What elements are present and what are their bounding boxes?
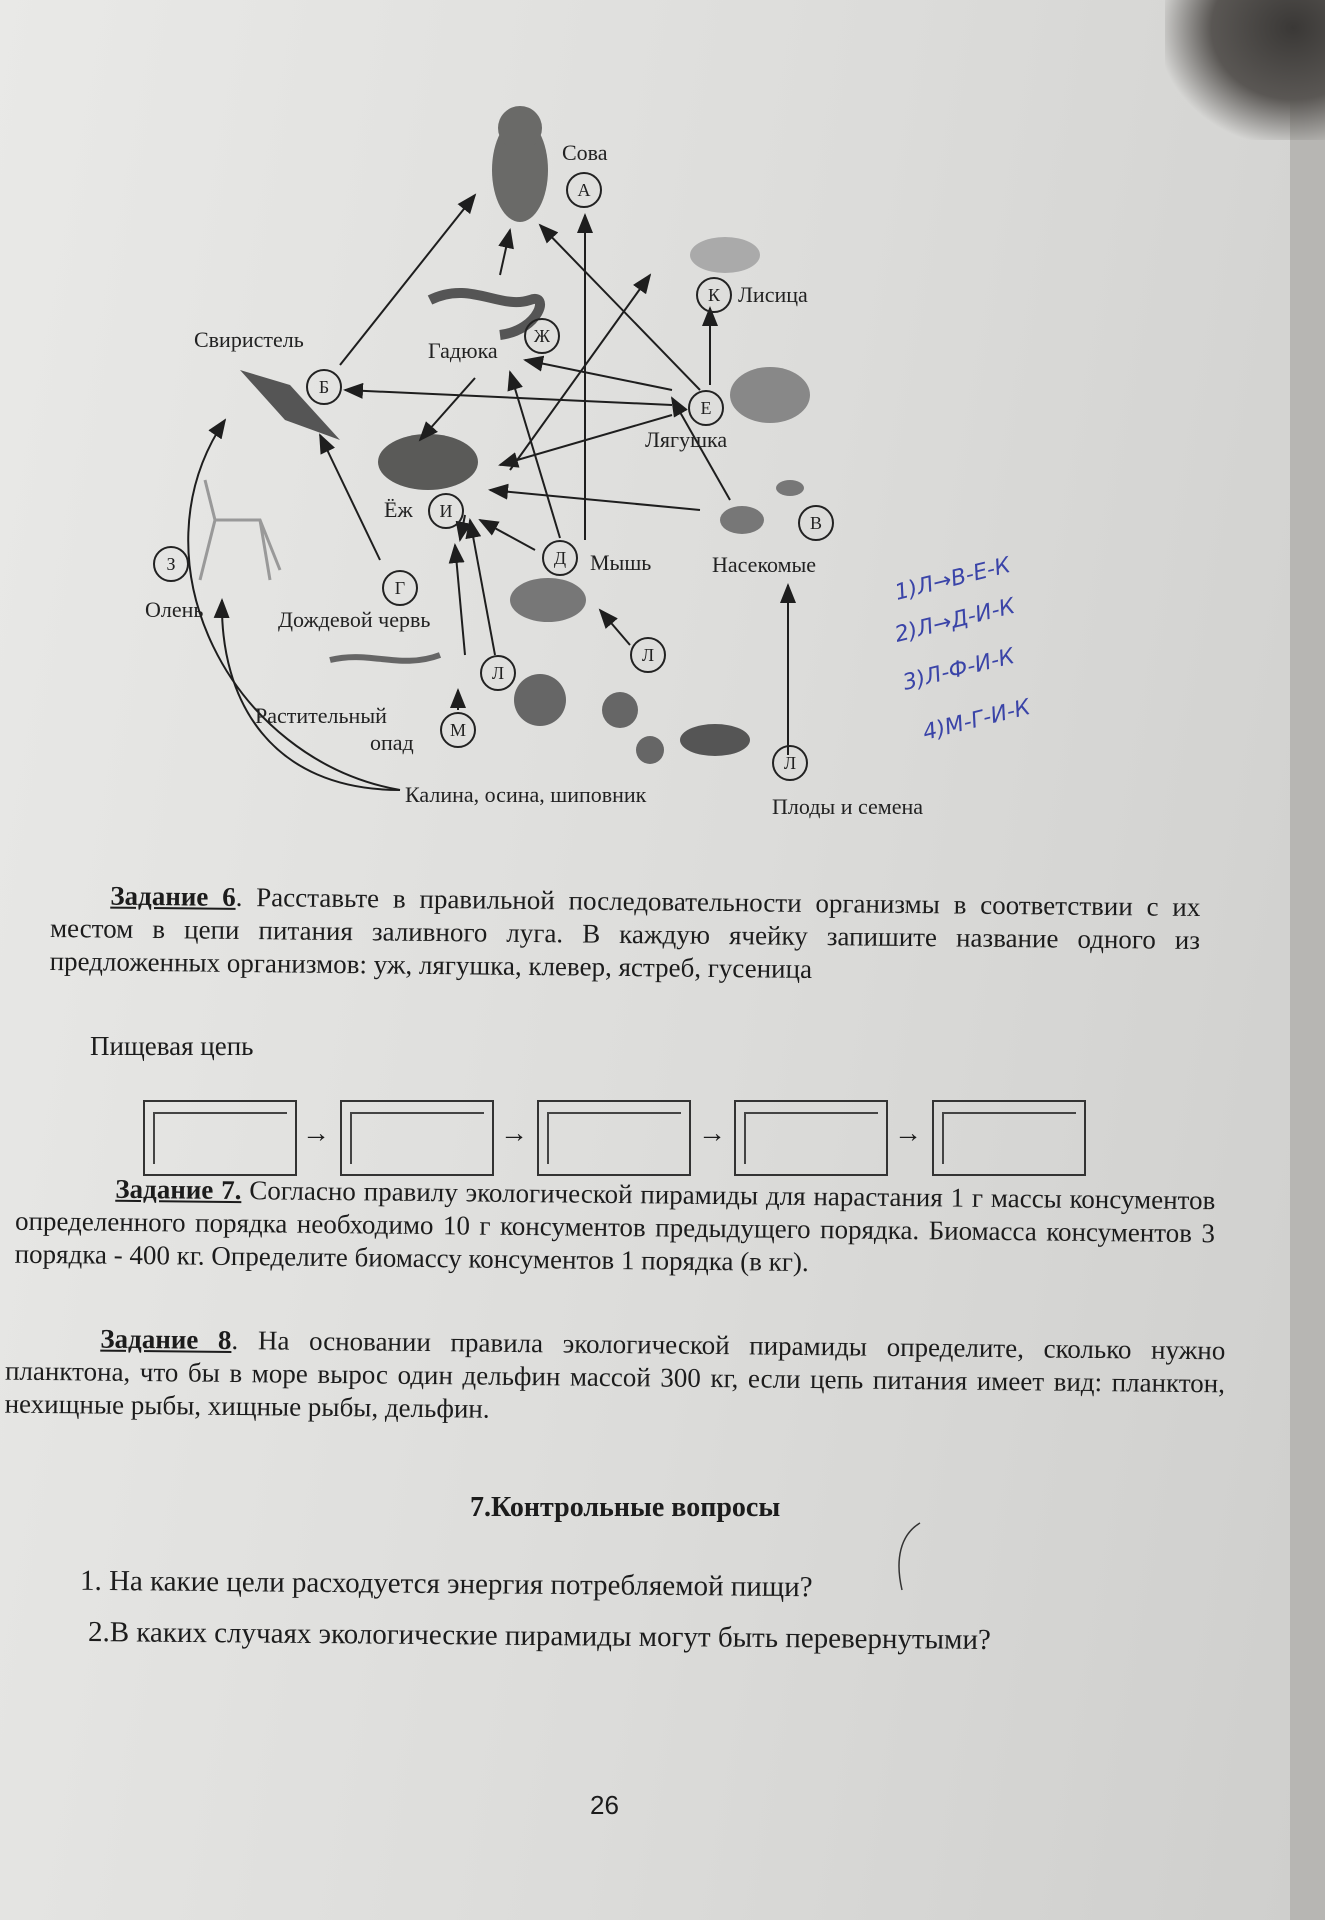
node-letter-z	[154, 547, 188, 581]
chain-arrow-2: →	[500, 1118, 528, 1149]
task7-title: Задание 7.	[115, 1173, 242, 1206]
svg-text:4)М-Г-И-К: 4)М-Г-И-К	[920, 695, 1033, 746]
svg-text:опад: опад	[370, 730, 414, 755]
node-letter-e	[689, 391, 723, 425]
shrubs-illustration	[514, 674, 664, 764]
label-insects: Насекомые	[712, 552, 817, 577]
svg-text:1)Л→В-Е-К: 1)Л→В-Е-К	[892, 553, 1013, 606]
svg-text:Л: Л	[491, 663, 505, 683]
node-letter-l-right	[631, 638, 665, 672]
food-web-arrows	[188, 195, 788, 790]
label-earthworm: Дождевой червь	[278, 607, 431, 632]
svg-text:В: В	[809, 513, 823, 533]
node-letter-v	[799, 506, 833, 540]
owl-illustration	[492, 106, 548, 222]
svg-text:Растительный: Растительный	[255, 703, 387, 728]
task6-text: . Расставьте в правильной последовательности организмы в соответствии с их местом в цепи питания заливного луга. В каждую ячейку запишите название одного из предложенных организмов: уж, лягушка, клевер, ястреб, гусеница	[49, 881, 1201, 984]
svg-text:Е: Е	[700, 398, 712, 418]
task7-paragraph	[15, 1172, 1216, 1284]
handwritten-notes	[892, 553, 1034, 746]
section-title: 7.Контрольные вопросы	[470, 1492, 781, 1523]
svg-text:Ж: Ж	[533, 326, 551, 346]
label-fruits: Плоды и семена	[772, 794, 924, 819]
insects-illustration	[720, 480, 804, 534]
label-litter	[255, 703, 414, 755]
node-letter-i	[429, 494, 463, 528]
node-letter-b	[307, 370, 341, 404]
chain-cell-3[interactable]	[537, 1100, 691, 1176]
chain-arrow-1: →	[302, 1118, 330, 1149]
node-letter-l-shrubs	[481, 656, 515, 690]
chain-cell-1[interactable]	[143, 1100, 297, 1176]
chain-cell-2[interactable]	[340, 1100, 494, 1176]
food-chain-label: Пищевая цепь	[90, 1031, 254, 1061]
label-hedgehog: Ёж	[384, 497, 413, 522]
chain-arrow-4: →	[894, 1118, 922, 1149]
viper-illustration	[430, 293, 540, 335]
task7-text: Согласно правилу экологической пирамиды для нарастания 1 г массы консументов определенного порядка необходимо 10 г консументов предыдущего порядка. Биомасса консументов 3 порядка - 400 кг. Определите биомассу консументов 1 порядка (в кг).	[14, 1175, 1216, 1278]
svg-text:Д: Д	[553, 548, 567, 568]
seeds-illustration	[680, 724, 750, 756]
label-fox: Лисица	[738, 282, 808, 307]
frog-illustration	[730, 367, 810, 423]
label-owl: Сова	[562, 140, 608, 165]
svg-text:3)Л-Ф-И-К: 3)Л-Ф-И-К	[900, 643, 1018, 696]
svg-text:К: К	[707, 285, 721, 305]
label-mouse: Мышь	[590, 550, 652, 575]
task8-title: Задание 8	[100, 1323, 232, 1355]
task6-title: Задание 6	[110, 880, 236, 912]
chain-cell-4[interactable]	[734, 1100, 888, 1176]
task8-paragraph	[5, 1322, 1226, 1434]
svg-text:Б: Б	[318, 377, 330, 397]
pencil-mark	[870, 1515, 950, 1595]
task6-paragraph	[50, 879, 1201, 990]
label-frog: Лягушка	[645, 427, 728, 452]
svg-text:И: И	[439, 501, 453, 521]
food-web-diagram	[0, 0, 1325, 880]
node-letter-k	[697, 278, 731, 312]
node-letter-l-fruits	[773, 746, 807, 780]
svg-text:Г: Г	[394, 578, 406, 598]
node-letter-m	[441, 713, 475, 747]
task8-text: . На основании правила экологической пирамиды определите, сколько нужно планктона, что бы в море вырос один дельфин массой 300 кг, если цепь питания имеет вид: планктон, нехищные рыбы, хищные рыбы, дельфин.	[4, 1324, 1226, 1424]
question-2: 2.В каких случаях экологические пирамиды могут быть перевернутыми?	[87, 1616, 992, 1656]
node-letter-g	[383, 571, 417, 605]
chain-arrow-3: →	[698, 1118, 726, 1149]
svg-text:З: З	[166, 554, 176, 574]
page-number: 26	[590, 1790, 619, 1820]
label-waxwing: Свиристель	[194, 327, 304, 352]
svg-text:А: А	[577, 180, 591, 200]
svg-text:Л: Л	[783, 753, 797, 773]
svg-text:Л: Л	[641, 645, 655, 665]
mouse-illustration	[510, 578, 586, 622]
hedgehog-illustration	[378, 434, 478, 490]
deer-illustration	[200, 480, 280, 580]
fox-illustration	[690, 237, 760, 273]
node-letter-a	[567, 173, 601, 207]
node-letter-zh	[525, 319, 559, 353]
label-shrubs: Калина, осина, шиповник	[405, 782, 647, 807]
earthworm-illustration	[330, 655, 440, 661]
svg-text:2)Л→Д-И-К: 2)Л→Д-И-К	[892, 593, 1018, 648]
chain-cell-5[interactable]	[932, 1100, 1086, 1176]
label-viper: Гадюка	[428, 338, 498, 363]
svg-text:М: М	[449, 720, 467, 740]
label-deer: Олень	[145, 597, 204, 622]
node-letter-d	[543, 541, 577, 575]
question-1: 1. На какие цели расходуется энергия потребляемой пищи?	[79, 1564, 813, 1604]
